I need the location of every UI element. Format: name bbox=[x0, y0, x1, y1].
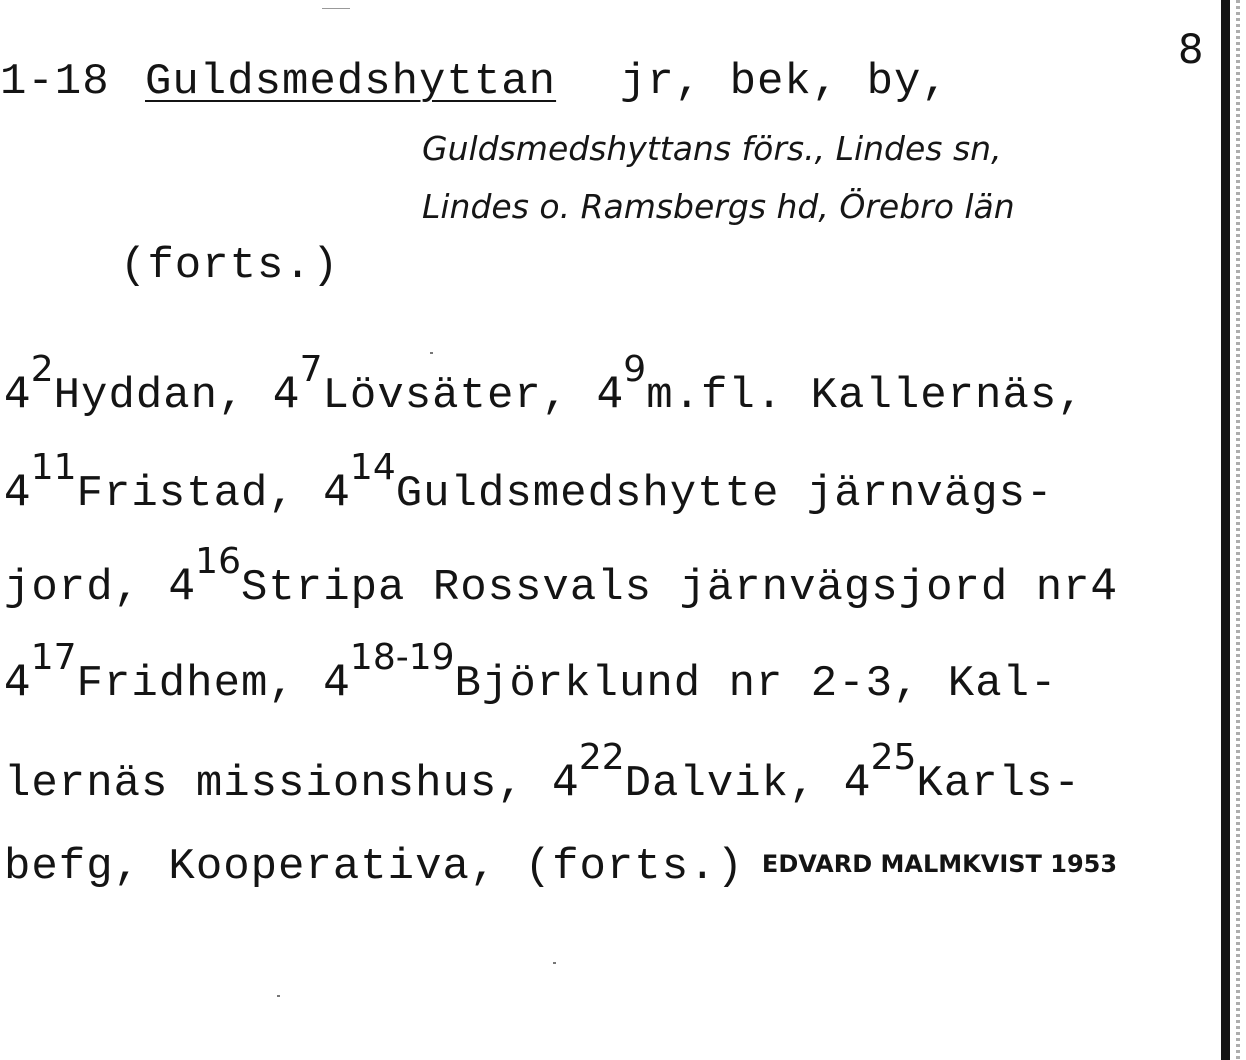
entry-line-6 bbox=[4, 842, 1118, 892]
entry-prefix: 4 bbox=[323, 656, 350, 705]
entry-text: m.fl. Kallernäs, bbox=[646, 371, 1085, 421]
entry-text: Hyddan, bbox=[53, 371, 273, 421]
scan-artifact bbox=[322, 8, 350, 9]
entry-text: Lövsäter, bbox=[322, 371, 597, 421]
entry-prefix: 4 bbox=[272, 368, 300, 417]
entry-prefix: 4 bbox=[843, 756, 871, 805]
heading-place-name: Guldsmedshyttan bbox=[145, 57, 557, 107]
entry-text: Fridhem, bbox=[76, 659, 324, 709]
entry-prefix: 4 bbox=[323, 466, 350, 515]
admin-district-line: Lindes o. Ramsbergs hd, Örebro län bbox=[422, 187, 1015, 226]
entry-line-4 bbox=[4, 637, 1058, 709]
admin-parish-line: Guldsmedshyttans förs., Lindes sn, bbox=[422, 129, 1002, 168]
entry-text: befg, Kooperativa, (forts.) bbox=[4, 842, 744, 892]
entry-superscript: 25 bbox=[870, 737, 917, 778]
entry-text: Karls- bbox=[916, 759, 1081, 809]
entry-prefix: 4 bbox=[1090, 560, 1118, 609]
card-edge-shadow bbox=[1236, 0, 1240, 1060]
scan-speck bbox=[277, 995, 280, 997]
entry-superscript: 22 bbox=[578, 737, 625, 778]
entry-line-5 bbox=[4, 737, 1081, 809]
entry-line-3 bbox=[4, 541, 1118, 613]
entry-superscript: 18-19 bbox=[349, 637, 455, 678]
entry-superscript: 16 bbox=[195, 541, 241, 582]
entry-line-1 bbox=[4, 349, 1085, 421]
author-signature: EDVARD MALMKVIST 1953 bbox=[761, 850, 1118, 878]
card-number: 8 bbox=[1178, 27, 1204, 73]
scan-speck bbox=[430, 352, 433, 354]
scan-speck bbox=[553, 962, 556, 964]
entry-superscript: 9 bbox=[623, 349, 647, 390]
entry-line-2 bbox=[4, 447, 1054, 519]
card-right-edge bbox=[1221, 0, 1230, 1060]
entry-superscript: 7 bbox=[299, 349, 323, 390]
entry-text: Björklund nr 2-3, Kal- bbox=[454, 659, 1058, 709]
entry-text: Fristad, bbox=[76, 469, 324, 519]
entry-superscript: 14 bbox=[349, 447, 396, 488]
entry-superscript: 17 bbox=[30, 637, 77, 678]
entry-text: Guldsmedshytte järnvägs- bbox=[395, 469, 1054, 519]
entry-prefix: 4 bbox=[4, 656, 31, 705]
entry-prefix: 4 bbox=[4, 466, 31, 515]
entry-text: Dalvik, bbox=[624, 759, 844, 809]
entry-superscript: 2 bbox=[30, 349, 54, 390]
entry-prefix: 4 bbox=[4, 368, 31, 417]
entry-text: lernäs missionshus, bbox=[4, 759, 553, 809]
entry-text: jord, bbox=[4, 563, 169, 613]
continued-label: (forts.) bbox=[120, 241, 340, 291]
entry-superscript: 11 bbox=[30, 447, 77, 488]
entry-text: Stripa Rossvals järnvägsjord nr bbox=[240, 563, 1091, 613]
entry-prefix: 4 bbox=[552, 756, 579, 805]
heading-categories: jr, bek, by, bbox=[620, 57, 949, 107]
entry-prefix: 4 bbox=[168, 560, 196, 609]
heading-range: 1-18 bbox=[0, 57, 110, 107]
entry-prefix: 4 bbox=[596, 368, 624, 417]
